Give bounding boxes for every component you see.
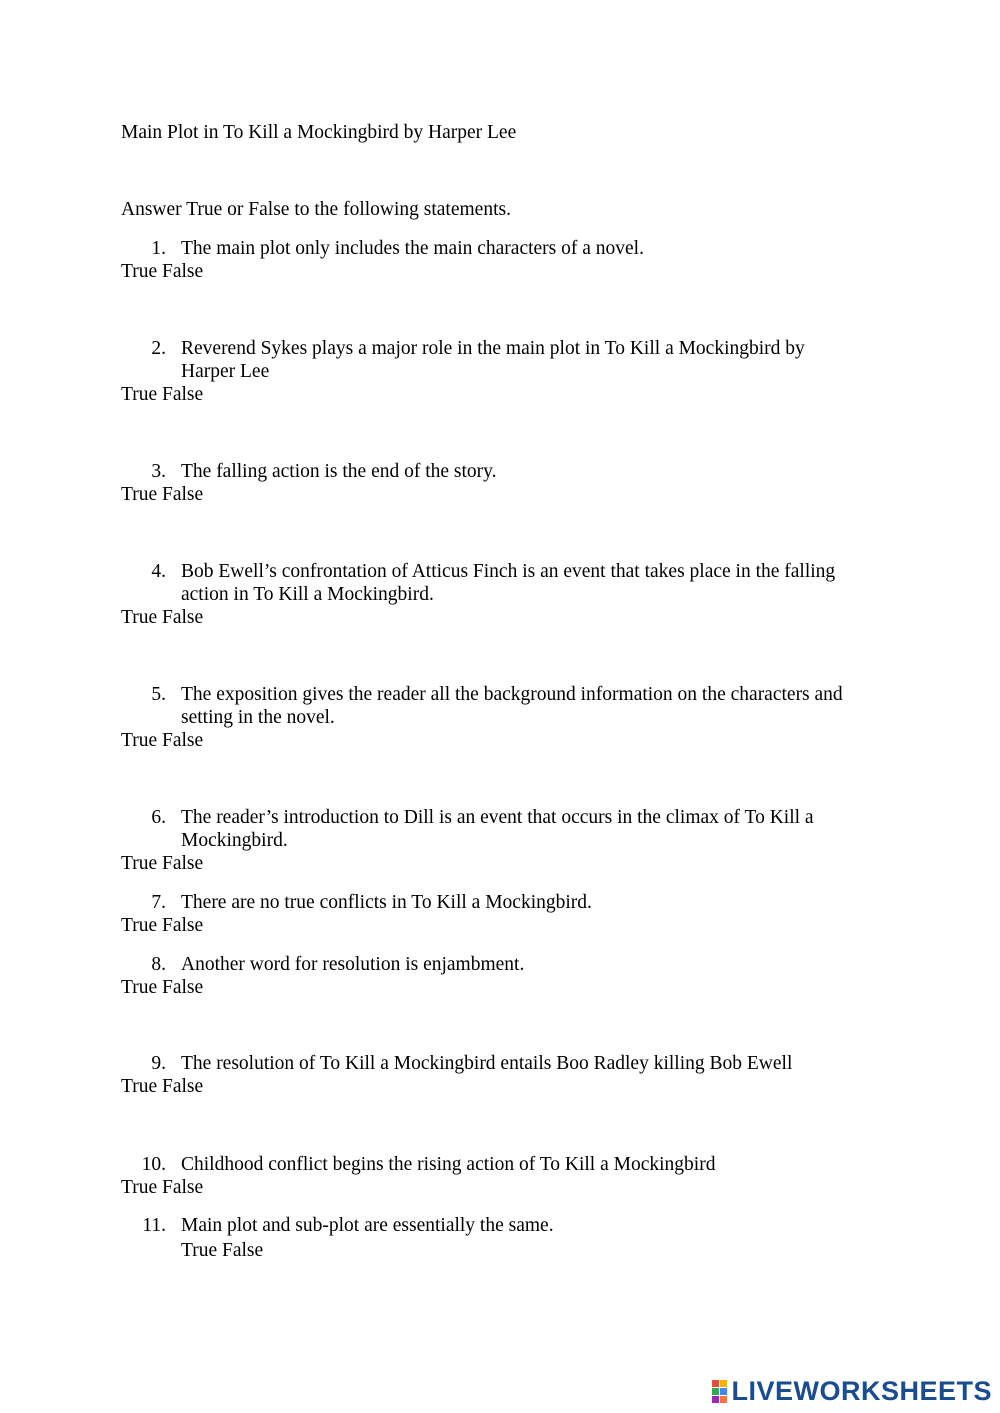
question-text: Childhood conflict begins the rising action of To Kill a Mockingbird: [181, 1154, 716, 1175]
question-text: The main plot only includes the main characters of a novel.: [181, 238, 644, 259]
true-option[interactable]: True: [121, 607, 158, 628]
false-option[interactable]: False: [222, 1240, 264, 1261]
question-number: 4.: [151, 561, 166, 582]
question-text: Main plot and sub-plot are essentially the same.: [181, 1215, 554, 1236]
question-number: 6.: [151, 807, 166, 828]
question-number: 8.: [151, 954, 166, 975]
question-number: 5.: [151, 684, 166, 705]
answer-choices: [121, 852, 203, 875]
false-option[interactable]: False: [162, 484, 204, 505]
false-option[interactable]: False: [162, 384, 204, 405]
false-option[interactable]: False: [162, 977, 204, 998]
answer-choices: [121, 606, 203, 629]
question-text: Reverend Sykes plays a major role in the main plot in To Kill a Mockingbird by Harper Lee: [181, 338, 805, 382]
true-option[interactable]: True: [121, 1076, 158, 1097]
answer-choices: [121, 483, 203, 506]
brand-name: LIVEWORKSHEETS: [731, 1376, 992, 1406]
true-option[interactable]: True: [121, 853, 158, 874]
question-text: The falling action is the end of the story.: [181, 461, 497, 482]
question-number: 7.: [151, 892, 166, 913]
question-text: Another word for resolution is enjambment.: [181, 954, 525, 975]
false-option[interactable]: False: [162, 607, 204, 628]
question-text: The exposition gives the reader all the background information on the characters and setting in the novel.: [181, 684, 843, 728]
question-number: 1.: [151, 238, 166, 259]
answer-choices: [121, 1176, 203, 1199]
logo-icon: [712, 1380, 727, 1403]
false-option[interactable]: False: [162, 915, 204, 936]
page-title: Main Plot in To Kill a Mockingbird by Harper Lee: [121, 122, 517, 143]
answer-choices: [121, 1075, 203, 1098]
question-number: 11.: [142, 1215, 166, 1236]
true-option[interactable]: True: [121, 1177, 158, 1198]
answer-choices: [121, 260, 203, 283]
true-option[interactable]: True: [121, 484, 158, 505]
question-text: The reader’s introduction to Dill is an event that occurs in the climax of To Kill a Mockingbird.: [181, 807, 814, 851]
false-option[interactable]: False: [162, 1177, 204, 1198]
false-option[interactable]: False: [162, 730, 204, 751]
false-option[interactable]: False: [162, 853, 204, 874]
true-option[interactable]: True: [121, 730, 158, 751]
true-option[interactable]: True: [121, 384, 158, 405]
true-option[interactable]: True: [121, 915, 158, 936]
answer-choices: [121, 729, 203, 752]
question-text: There are no true conflicts in To Kill a Mockingbird.: [181, 892, 592, 913]
question-number: 2.: [151, 338, 166, 359]
liveworksheets-logo: [712, 1376, 992, 1407]
true-option[interactable]: True: [181, 1240, 218, 1261]
question-number: 9.: [151, 1053, 166, 1074]
question-number: 10.: [141, 1154, 166, 1175]
false-option[interactable]: False: [162, 261, 204, 282]
instructions: Answer True or False to the following statements.: [121, 199, 511, 220]
answer-choices: [121, 914, 203, 937]
question-text: The resolution of To Kill a Mockingbird entails Boo Radley killing Bob Ewell: [181, 1053, 793, 1074]
question-number: 3.: [151, 461, 166, 482]
true-option[interactable]: True: [121, 977, 158, 998]
answer-choices: [121, 383, 203, 406]
false-option[interactable]: False: [162, 1076, 204, 1097]
true-option[interactable]: True: [121, 261, 158, 282]
question-text: Bob Ewell’s confrontation of Atticus Finch is an event that takes place in the falling action in To Kill a Mockingbird.: [181, 561, 836, 605]
answer-choices: [181, 1239, 263, 1262]
answer-choices: [121, 976, 203, 999]
